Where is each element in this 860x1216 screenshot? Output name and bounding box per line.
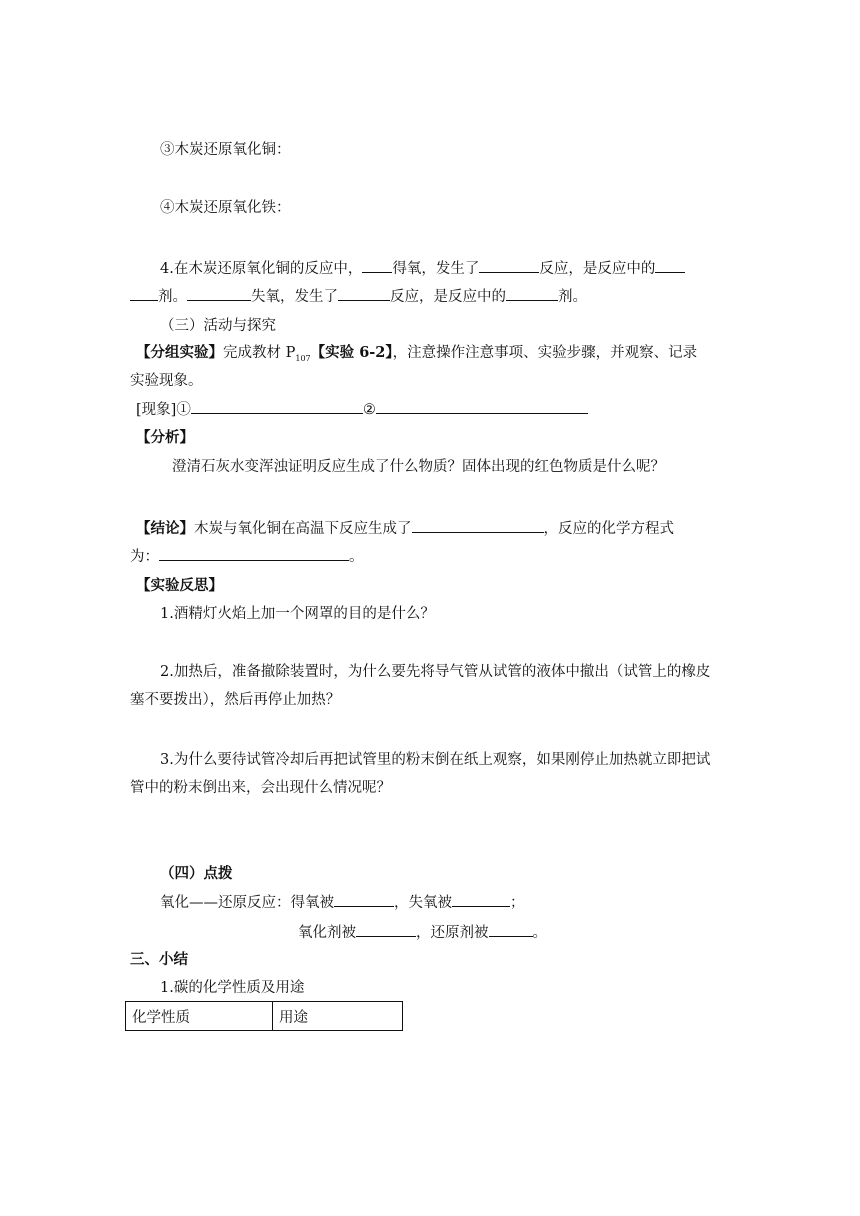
- summary-sub-1: 1.碳的化学性质及用途: [160, 980, 305, 996]
- blank[interactable]: [159, 546, 349, 561]
- group-experiment-line-1: 【分组实验】完成教材 $P_{107}$【实验 6-2】，注意操作注意事项、实验步骤，并观察、记录: [136, 344, 698, 363]
- phenomenon-line: [现象]① ②: [136, 399, 588, 420]
- blank[interactable]: [479, 258, 539, 273]
- blank[interactable]: [655, 258, 685, 273]
- analysis-title: 【分析】: [136, 429, 194, 446]
- blank[interactable]: [334, 892, 394, 907]
- blank[interactable]: [452, 892, 510, 907]
- item-3-charcoal-copper-oxide: ③木炭还原氧化铜：: [160, 142, 291, 158]
- question-4-line-1: 4.在木炭还原氧化铜的反应中， 得氧，发生了 反应，是反应中的: [160, 258, 685, 279]
- reflection-question-2-line-1: 2.加热后，准备撤除装置时，为什么要先将导气管从试管的液体中撤出（试管上的橡皮: [160, 664, 711, 680]
- hint-line-2: 氧化剂被 ，还原剂被 。: [298, 922, 547, 943]
- reflection-question-3-line-1: 3.为什么要待试管冷却后再把试管里的粉末倒在纸上观察，如果刚停止加热就立即把试: [160, 752, 711, 768]
- blank[interactable]: [338, 286, 390, 301]
- blank[interactable]: [489, 922, 533, 937]
- table-header-cell: 化学性质: [126, 1002, 273, 1031]
- hint-heading: （四）点拨: [160, 865, 233, 882]
- conclusion-line-1: 【结论】木炭与氧化铜在高温下反应生成了 ，反应的化学方程式: [136, 520, 674, 537]
- blank[interactable]: [362, 258, 392, 273]
- blank[interactable]: [130, 286, 158, 301]
- table-row: [126, 1002, 403, 1031]
- reflection-question-1: 1.酒精灯火焰上加一个网罩的目的是什么？: [160, 606, 435, 622]
- reflection-question-3-line-2: 管中的粉末倒出来，会出现什么情况呢？: [130, 780, 391, 796]
- blank[interactable]: [187, 286, 251, 301]
- blank[interactable]: [356, 922, 416, 937]
- section-activity-heading: （三）活动与探究: [160, 318, 276, 334]
- blank[interactable]: [506, 286, 558, 301]
- conclusion-line-2: 为： 。: [130, 546, 364, 567]
- table-header-cell: 用途: [273, 1002, 403, 1031]
- reflection-title: 【实验反思】: [136, 577, 223, 594]
- blank[interactable]: [191, 399, 363, 414]
- reflection-question-2-line-2: 塞不要拨出），然后再停止加热？: [130, 692, 341, 708]
- item-4-charcoal-iron-oxide: ④木炭还原氧化铁：: [160, 200, 291, 216]
- summary-table: [125, 1001, 403, 1031]
- hint-line-1: 氧化——还原反应：得氧被 ，失氧被 ；: [160, 892, 525, 913]
- blank[interactable]: [376, 399, 588, 414]
- group-experiment-line-2: 实验现象。: [130, 373, 203, 389]
- analysis-question: 澄清石灰水变浑浊证明反应生成了什么物质？固体出现的红色物质是什么呢？: [172, 459, 665, 475]
- summary-heading: 三、小结: [130, 951, 188, 968]
- blank[interactable]: [412, 518, 544, 533]
- question-4-line-2: 剂。 失氧，发生了 反应，是反应中的 剂。: [130, 286, 587, 307]
